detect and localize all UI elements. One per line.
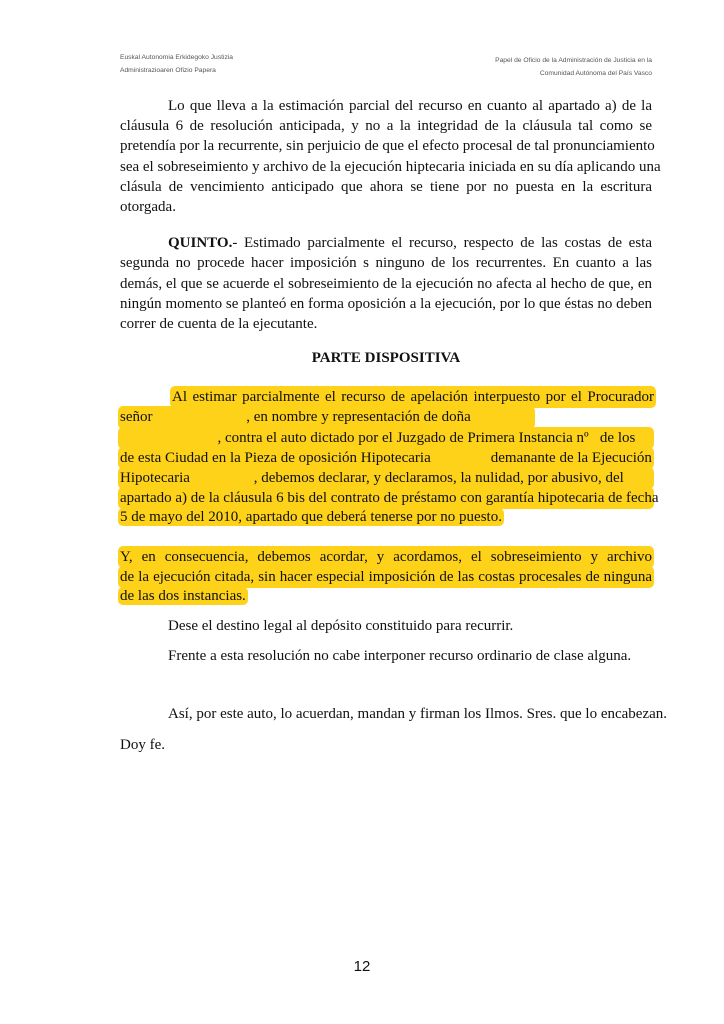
text-line [120,406,652,426]
section-title: PARTE DISPOSITIVA [311,350,461,367]
paragraph-dispositiva-2 [120,546,652,607]
text-line: Lo que lleva a la estimación parcial del recurso en cuanto al apartado a) de la [168,98,652,114]
quinto-heading: QUINTO. [168,235,233,252]
text-line [120,386,652,406]
highlighted-text: Al estimar parcialmente el recurso de apelación interpuesto por el Procurador [170,386,656,408]
text-line: pretendía por la recurrente, sin perjuicio de que el efecto procesal de tal pronunciamiento [120,138,655,155]
highlighted-text: de las dos instancias. [120,587,246,604]
closing-doy-fe: Doy fe. [120,737,165,753]
quinto-line-rest: - Estimado parcialmente el recurso, respecto de las costas de esta [232,235,652,252]
text-line: correr de cuenta de la ejecutante. [120,315,318,332]
header-right [495,55,652,80]
highlighted-text: , contra el auto dictado por el Juzgado de Primera Instancia nº de los [118,427,654,449]
highlighted-text: de esta Ciudad en la Pieza de oposición Hipotecaria demanante de la Ejecución [118,447,654,469]
text-line [120,566,652,586]
highlighted-text: apartado a) de la cláusula 6 bis del contrato de préstamo con garantía hipotecaria de fecha [118,487,654,509]
header-left-line1: Euskal Autonomia Erkidegoko Justizia [120,54,234,61]
text-line [120,427,652,447]
header-left-line2: Administrazioaren Ofizio Papera [120,66,216,74]
highlighted-text: 5 de mayo del 2010, apartado que deberá tenerse por no puesto. [120,509,502,526]
text-line [120,447,652,467]
text-line: sea el sobreseimiento y archivo de la ejecución hiptecaria iniciada en su día aplicando una [120,158,661,175]
text-line: segunda no procede hacer imposición s ninguno de los recurrentes. En cuanto a las [120,255,652,272]
highlighted-text: Hipotecaria , debemos declarar, y declaramos, la nulidad, por abusivo, del [118,467,654,489]
paragraph-quinto [120,233,652,334]
closing-deposit: Dese el destino legal al depósito constituido para recurrir. [168,618,514,634]
text-line [120,487,659,507]
header-left [120,52,233,77]
document-body [120,96,661,606]
highlighted-text: Y, en consecuencia, debemos acordar, y acordamos, el sobreseimiento y archivo [118,546,654,568]
header-right-line1: Papel de Oficio de la Administración de Justicia en la [495,57,652,64]
page-number: 12 [353,958,371,975]
closing-signature: Así, por este auto, lo acuerdan, mandan y firman los Ilmos. Sres. que lo encabezan. [168,706,668,722]
highlighted-text: de la ejecución citada, sin hacer especial imposición de las costas procesales de ninguna [118,566,654,588]
text-line: otorgada. [120,198,176,215]
text-line [120,546,652,566]
text-line: cláusula 6 de resolución anticipada, y no a la integridad de la cláusula tal como se [120,118,652,135]
text-line [120,467,652,487]
text-line: ningún momento se planteó en forma oposición a la ejecución, por lo que éstas no deben [120,295,652,312]
paragraph-estimacion [120,96,661,217]
text-line [120,233,652,253]
closing-no-appeal: Frente a esta resolución no cabe interponer recurso ordinario de clase alguna. [168,648,632,664]
text-line [120,586,652,606]
header-right-line2: Comunidad Autónoma del País Vasco [539,69,652,77]
text-line [120,507,652,527]
text-line: clásula de vencimiento anticipado que ahora se tiene por no puesta en la escritura [120,178,652,195]
highlighted-text: señor , en nombre y representación de doña [118,406,535,428]
paragraph-dispositiva-1 [120,386,659,527]
text-line: demás, el que se acuerde el sobreseimiento de la ejecución no afecta al hecho de que, en [120,275,652,292]
